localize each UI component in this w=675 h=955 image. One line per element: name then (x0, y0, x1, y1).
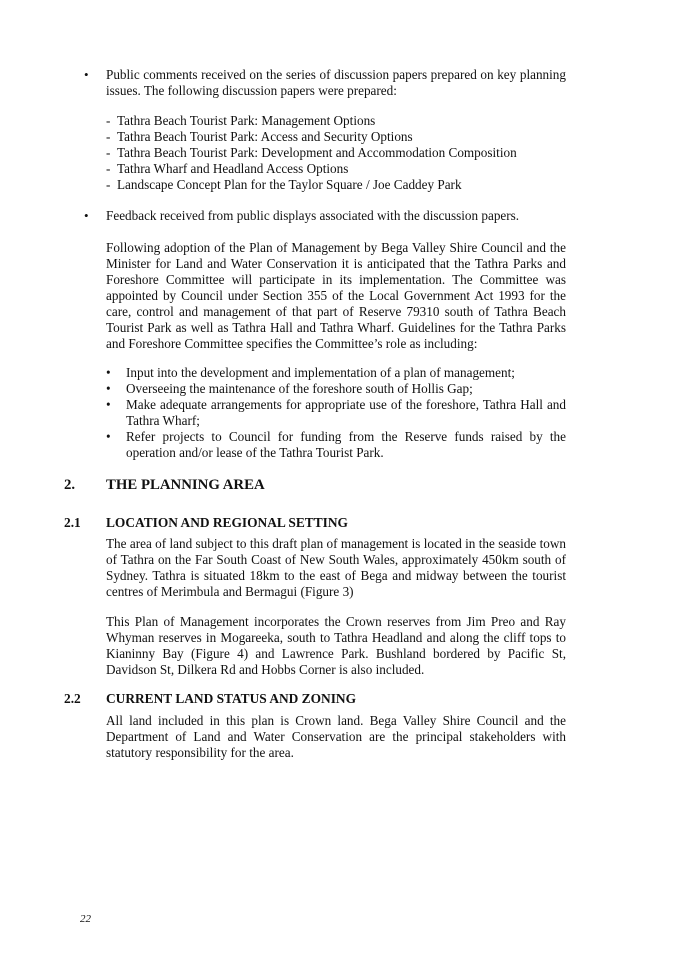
bullet-icon: • (84, 67, 89, 82)
list-item: • Make adequate arrangements for appropriate use of the foreshore, Tathra Hall and Tathra Wharf; (106, 397, 566, 429)
list-item: - Landscape Concept Plan for the Taylor Square / Joe Caddey Park (106, 177, 566, 193)
land-status-paragraph: All land included in this plan is Crown land. Bega Valley Shire Council and the Department of Land and Water Conservation are the principal stakeholders with statutory responsibility for the area. (106, 713, 566, 760)
discussion-papers-list (106, 113, 566, 193)
section-number: 2. (64, 477, 76, 493)
subsection-number: 2.2 (64, 691, 81, 706)
subsection-title: CURRENT LAND STATUS AND ZONING (106, 691, 356, 706)
bullet-icon: • (84, 208, 89, 223)
section-title: THE PLANNING AREA (106, 477, 265, 493)
list-item: - Tathra Beach Tourist Park: Access and Security Options (106, 129, 566, 145)
list-item: - Tathra Wharf and Headland Access Options (106, 161, 566, 177)
committee-roles-list (106, 365, 566, 461)
page-number: 22 (80, 913, 91, 925)
list-item: - Tathra Beach Tourist Park: Management Options (106, 113, 566, 129)
list-item: • Input into the development and implementation of a plan of management; (106, 365, 566, 381)
list-item: • Overseeing the maintenance of the foreshore south of Hollis Gap; (106, 381, 566, 397)
subsection-title: LOCATION AND REGIONAL SETTING (106, 515, 348, 530)
bullet-public-comments: Public comments received on the series of discussion papers prepared on key planning issues. The following discussion papers were prepared: (106, 67, 566, 98)
bullet-feedback: Feedback received from public displays associated with the discussion papers. (106, 208, 520, 223)
location-paragraph-1: The area of land subject to this draft plan of management is located in the seaside town of Tathra on the Far South Coast of New South Wales, approximately 450km south of Sydney. Tathra is situated 18km to the east of Bega and midway between the tourist centres of Merimbula and Bermagui (Figure 3) (106, 536, 566, 599)
location-paragraph-2: This Plan of Management incorporates the Crown reserves from Jim Preo and Ray Whyman reserves in Mogareeka, south to Tathra Headland and along the cliff tops to Kianinny Bay (Figure 4) and Lawrence Park. Bushland bordered by Pacific St, Davidson St, Dilkera Rd and Hobbs Corner is also included. (106, 614, 566, 677)
subsection-number: 2.1 (64, 515, 81, 530)
committee-paragraph: Following adoption of the Plan of Management by Bega Valley Shire Council and the Minister for Land and Water Conservation it is anticipated that the Tathra Parks and Foreshore Committee will participate in its implementation. The Committee was appointed by Council under Section 355 of the Local Government Act 1993 for the care, control and management of that part of Reserve 79310 south of Tathra Beach Tourist Park as well as Tathra Hall and Tathra Wharf. Guidelines for the Tathra Parks and Foreshore Committee specifies the Committee’s role as including: (106, 240, 566, 351)
list-item: • Refer projects to Council for funding from the Reserve funds raised by the operation and/or lease of the Tathra Tourist Park. (106, 429, 566, 461)
list-item: - Tathra Beach Tourist Park: Development and Accommodation Composition (106, 145, 566, 161)
